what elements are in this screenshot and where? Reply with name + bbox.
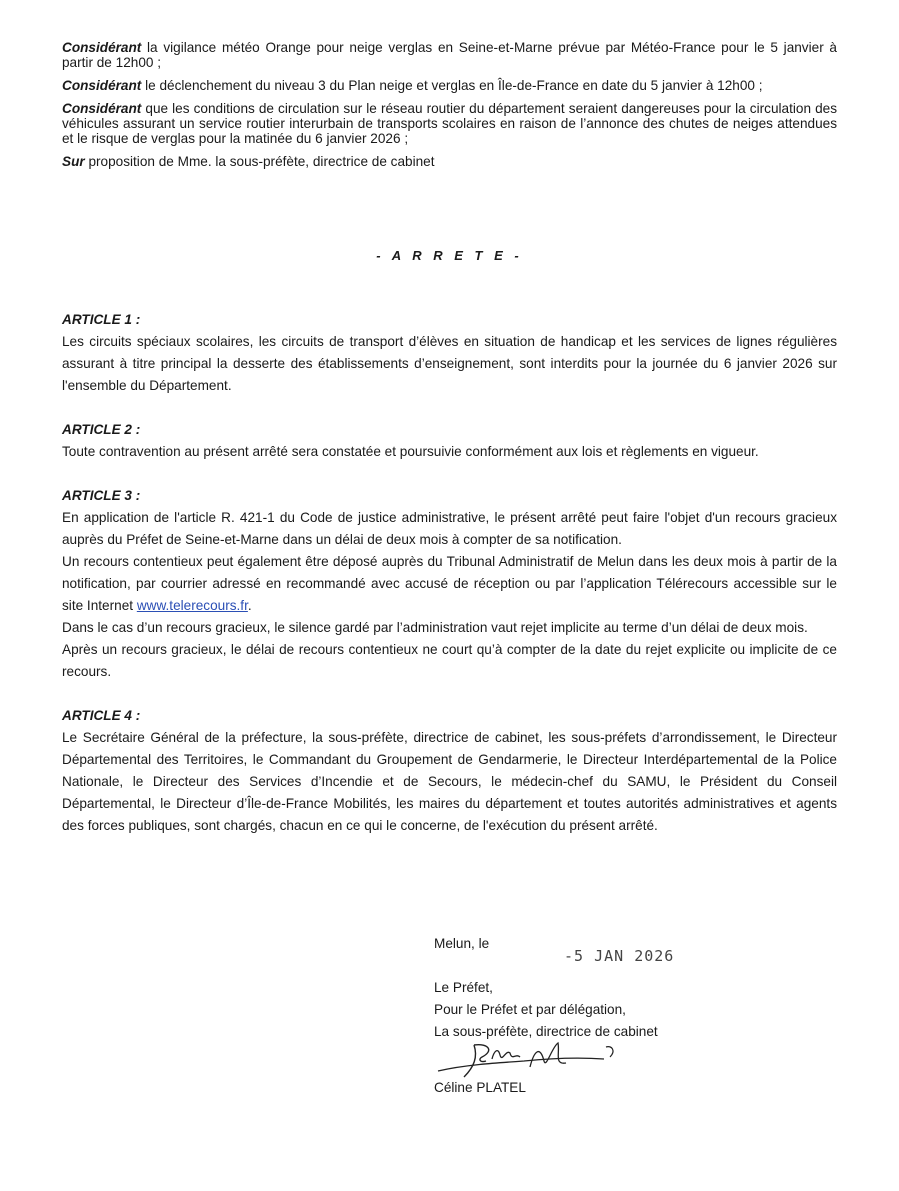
article-paragraph: Dans le cas d’un recours gracieux, le silence gardé par l’administration vaut rejet implicite au terme d’un délai de deux mois. (62, 620, 808, 635)
article-1 (62, 309, 837, 397)
telerecours-link[interactable]: www.telerecours.fr (136, 598, 248, 613)
article-paragraph: Après un recours gracieux, le délai de recours contentieux ne court qu’à compter de la date du rejet explicite ou implicite de ce recours. (62, 642, 837, 679)
place-label: Melun, le (434, 936, 490, 951)
considerants-block (62, 40, 837, 177)
article-title: ARTICLE 2 : (62, 422, 141, 437)
article-paragraph: Toute contravention au présent arrêté sera constatée et poursuivie conformément aux lois et règlements en vigueur. (62, 444, 759, 459)
considerant-3: Considérant que les conditions de circulation sur le réseau routier du département seraient dangereuses pour la circulation des véhicules assurant un service routier interurbain de transports scolaires en raison de l’annonce des chutes de neiges attendues et le risque de verglas pour la matinée du 6 janvier 2026 ; (62, 101, 837, 146)
article-title: ARTICLE 1 : (62, 312, 141, 327)
signatory-role: La sous-préfète, directrice de cabinet (434, 1024, 658, 1039)
article-3 (62, 485, 837, 683)
article-paragraph: Les circuits spéciaux scolaires, les circuits de transport d’élèves en situation de handicap et les services de lignes régulières assurant à titre principal la desserte des établissements d’enseignement, sont interdits pour la journée du 6 janvier 2026 sur l'ensemble du Département. (62, 334, 837, 393)
signatory-name: Céline PLATEL (434, 1080, 526, 1095)
date-line (434, 933, 834, 977)
article-paragraph: En application de l'article R. 421-1 du Code de justice administrative, le présent arrêté peut faire l'objet d'un recours gracieux auprès du Préfet de Seine-et-Marne dans un délai de deux mois à compter de sa notification. (62, 510, 837, 547)
date-stamp: -5 JAN 2026 (564, 947, 675, 965)
signatory-title: Le Préfet, (434, 980, 493, 995)
articles-block (62, 309, 837, 859)
signatory-delegation: Pour le Préfet et par délégation, (434, 1002, 626, 1017)
article-paragraph: Le Secrétaire Général de la préfecture, la sous-préfète, directrice de cabinet, les sous-préfets d’arrondissement, le Directeur Départemental des Territoires, le Commandant du Groupement de Gendarmerie, le Directeur Interdépartemental de la Police Nationale, le Directeur des Services d’Incendie et de Secours, le médecin-chef du SAMU, le Président du Conseil Départemental, le Directeur d’Île-de-France Mobilités, les maires du département et toutes autorités administratives et agents des forces publiques, sont chargés, chacun en ce qui le concerne, de l'exécution du présent arrêté. (62, 730, 837, 833)
arrete-heading: - A R R E T E - (376, 248, 523, 263)
article-title: ARTICLE 3 : (62, 488, 141, 503)
article-4 (62, 705, 837, 837)
signature-block (434, 933, 834, 1099)
article-2 (62, 419, 837, 463)
considerant-1: Considérant la vigilance météo Orange pour neige verglas en Seine-et-Marne prévue par Météo-France pour le 5 janvier à partir de 12h00 ; (62, 40, 837, 70)
considerant-2: Considérant le déclenchement du niveau 3 du Plan neige et verglas en Île-de-France en date du 5 janvier à 12h00 ; (62, 78, 763, 93)
article-paragraph-with-link: Un recours contentieux peut également être déposé auprès du Tribunal Administratif de Melun dans les deux mois à partir de la notification, par courrier adressé en recommandé avec accusé de réception ou par l’application Télérecours accessible sur le site Internet www.telerecours.fr. (62, 554, 837, 613)
sur-proposition: Sur proposition de Mme. la sous-préfète, directrice de cabinet (62, 154, 435, 169)
article-title: ARTICLE 4 : (62, 708, 141, 723)
